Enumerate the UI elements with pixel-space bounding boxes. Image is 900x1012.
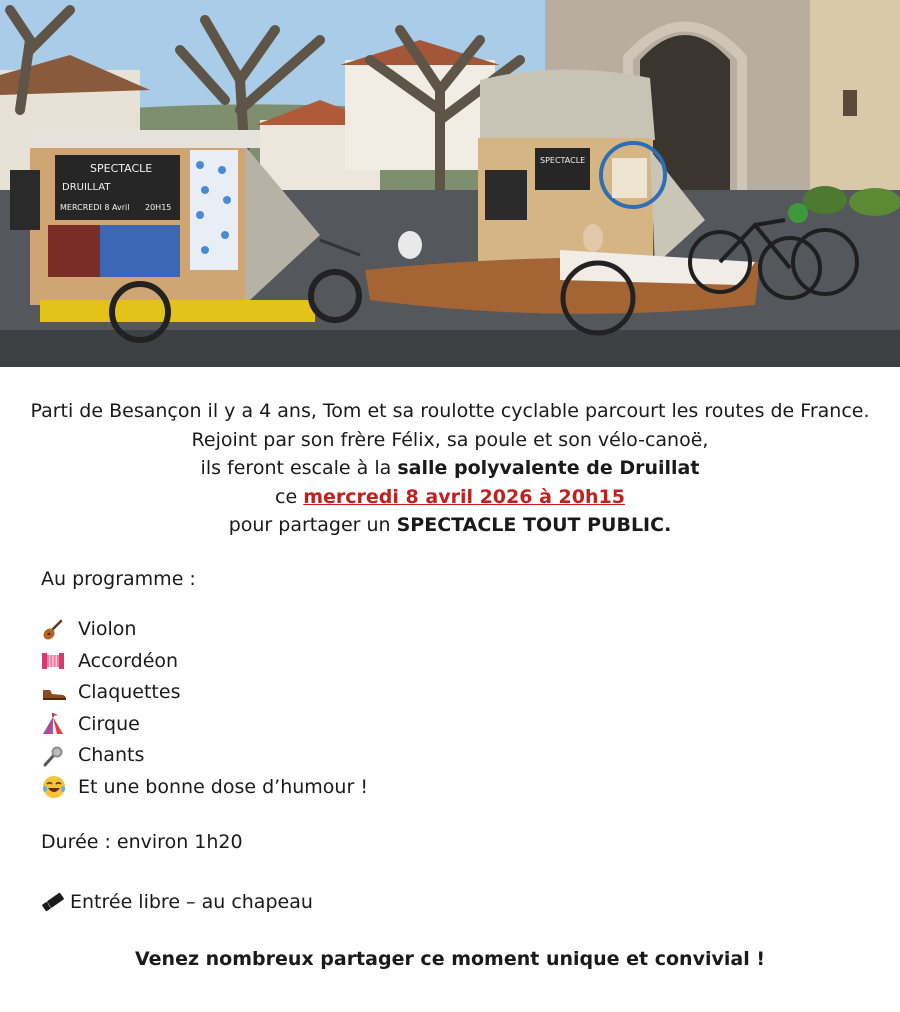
intro-line-4 [0,483,900,512]
list-item-label: Violon [78,618,137,640]
intro-line-2: Rejoint par son frère Félix, sa poule et son vélo-canoë, [191,428,709,451]
duration-text: Durée : environ 1h20 [41,831,243,853]
sign-text-spectacle: SPECTACLE [90,162,153,175]
venue-name: salle polyvalente de Druillat [397,457,700,479]
intro-line-1: Parti de Besançon il y a 4 ans, Tom et sa roulotte cyclable parcourt les routes de France. [30,400,870,422]
list-item-label: Et une bonne dose d’humour ! [78,775,368,798]
audience-prefix: pour partager un [228,514,397,536]
circus-tent-icon [41,712,71,736]
list-item [41,709,368,741]
list-item-label: Claquettes [78,681,181,703]
shoe-icon [41,685,71,701]
laughing-face-icon [41,774,71,800]
intro-paragraph [0,397,900,540]
intro-line-5 [0,511,900,540]
caravan-photo-illustration [0,0,900,367]
intro-line-3 [0,454,900,483]
audience-type: SPECTACLE TOUT PUBLIC. [396,514,672,536]
list-item-label: Accordéon [78,649,179,672]
list-item [41,614,368,646]
microphone-icon [41,744,71,768]
entry-line [41,891,313,913]
list-item [41,772,368,804]
sign-text-place: DRUILLAT [62,182,111,193]
accordion-icon [41,650,71,672]
sign-text-time: 20H15 [145,203,172,212]
closing-line: Venez nombreux partager ce moment unique et convivial ! [135,948,765,970]
list-item-label: Cirque [78,712,140,735]
entry-label: Entrée libre – au chapeau [70,891,313,913]
ticket-icon [41,892,67,912]
program-list [41,614,368,803]
event-photo [0,0,900,367]
violin-icon [41,618,71,642]
date-prefix: ce [275,485,304,508]
list-item [41,740,368,772]
event-date: mercredi 8 avril 2026 à 20h15 [303,485,625,508]
list-item-label: Chants [78,744,145,766]
program-title: Au programme : [41,568,196,590]
list-item [41,677,368,709]
sign-text-small: SPECTACLE [540,156,586,165]
list-item [41,646,368,678]
venue-prefix: ils feront escale à la [200,457,398,479]
sign-text-date: MERCREDI 8 Avril [60,203,130,212]
